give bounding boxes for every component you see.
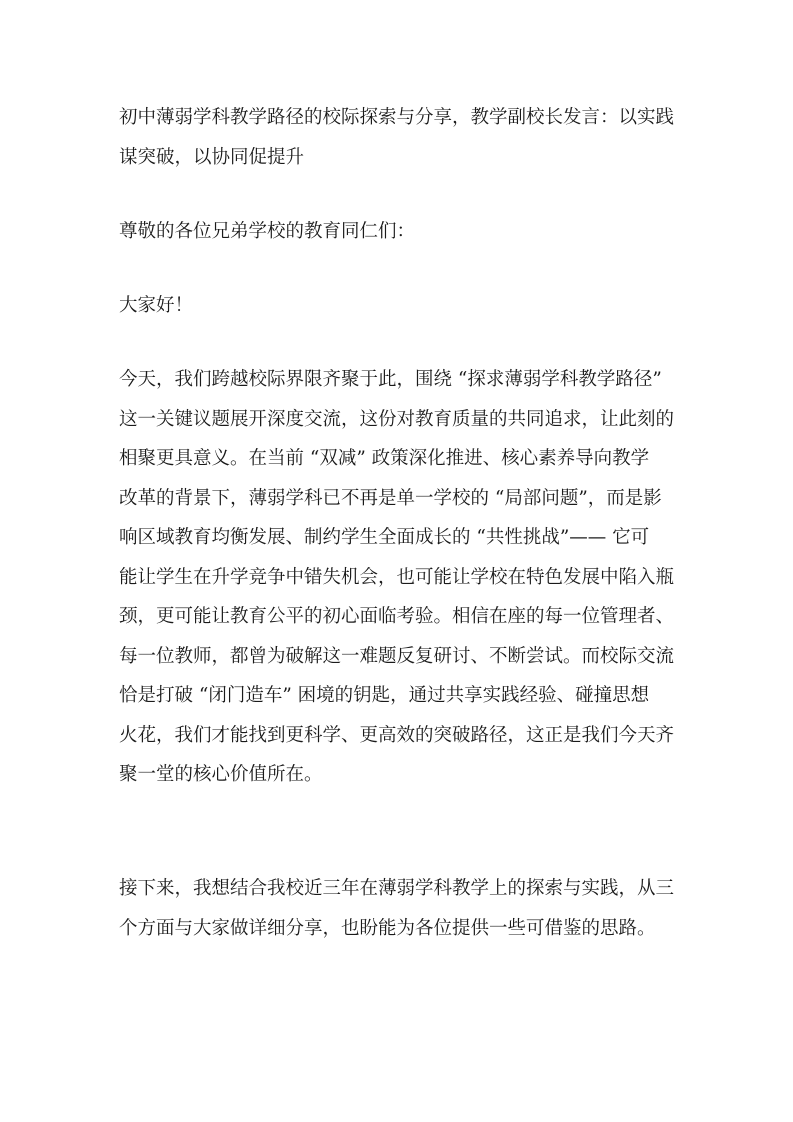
salutation: 尊敬的各位兄弟学校的教育同仁们： xyxy=(119,221,416,242)
paragraph-1-line: 改革的背景下，薄弱学科已不再是单一学校的 “局部问题”，而是影 xyxy=(119,488,662,509)
document-title-line-1: 初中薄弱学科教学路径的校际探索与分享，教学副校长发言：以实践 xyxy=(119,107,675,128)
paragraph-1-line: 响区域教育均衡发展、制约学生全面成长的 “共性挑战”—— 它可 xyxy=(119,527,650,548)
paragraph-1-line: 相聚更具意义。在当前 “双减” 政策深化推进、核心素养导向教学 xyxy=(119,448,650,469)
paragraph-1-line: 聚一堂的核心价值所在。 xyxy=(119,764,323,785)
paragraph-1-line: 颈，更可能让教育公平的初心面临考验。相信在座的每一位管理者、 xyxy=(119,606,675,627)
document-title-line-2: 谋突破，以协同促提升 xyxy=(119,147,305,168)
paragraph-2-line: 接下来，我想结合我校近三年在薄弱学科教学上的探索与实践，从三 xyxy=(119,878,675,899)
paragraph-1-line: 每一位教师，都曾为破解这一难题反复研讨、不断尝试。而校际交流 xyxy=(119,646,675,667)
paragraph-1-line: 今天，我们跨越校际界限齐聚于此，围绕 “探求薄弱学科教学路径” xyxy=(119,369,662,390)
paragraph-2-line: 个方面与大家做详细分享，也盼能为各位提供一些可借鉴的思路。 xyxy=(119,918,656,939)
greeting: 大家好！ xyxy=(119,295,194,316)
paragraph-1-line: 恰是打破 “闭门造车” 困境的钥匙，通过共享实践经验、碰撞思想 xyxy=(119,685,650,706)
paragraph-1-line: 能让学生在升学竞争中错失机会，也可能让学校在特色发展中陷入瓶 xyxy=(119,567,675,588)
paragraph-1-line: 火花，我们才能找到更科学、更高效的突破路径，这正是我们今天齐 xyxy=(119,725,675,746)
paragraph-1-line: 这一关键议题展开深度交流，这份对教育质量的共同追求，让此刻的 xyxy=(119,409,675,430)
